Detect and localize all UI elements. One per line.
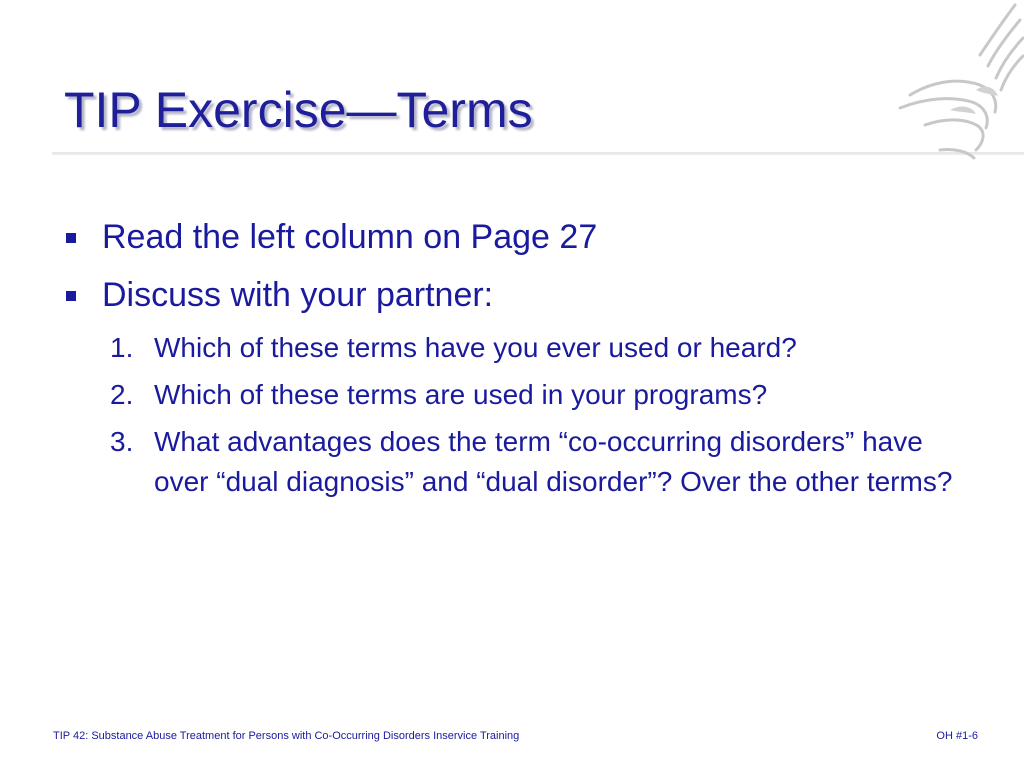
square-bullet-icon <box>66 233 76 243</box>
square-bullet-icon <box>66 291 76 301</box>
item-text: Which of these terms are used in your programs? <box>154 379 768 410</box>
slide-title: TIP Exercise—Terms <box>64 82 533 138</box>
hhs-eagle-logo-icon <box>880 0 1024 160</box>
bullet-item <box>66 270 996 328</box>
item-number: 1. <box>110 332 134 363</box>
bullet-list <box>66 212 996 328</box>
title-divider <box>52 152 1024 155</box>
numbered-list <box>110 328 970 509</box>
item-number: 3. <box>110 426 134 457</box>
footer-slide-number: OH #1-6 <box>936 730 978 742</box>
bullet-item <box>66 212 996 270</box>
item-text: What advantages does the term “co-occurring disorders” have over “dual diagnosis” and “dual disorder”? Over the other terms? <box>154 426 953 497</box>
item-text: Which of these terms have you ever used or heard? <box>154 332 797 363</box>
footer-course-title: TIP 42: Substance Abuse Treatment for Persons with Co-Occurring Disorders Inservice Training <box>53 730 520 742</box>
numbered-item <box>110 375 970 415</box>
bullet-text: Discuss with your partner: <box>102 276 494 314</box>
item-number: 2. <box>110 379 134 410</box>
bullet-text: Read the left column on Page 27 <box>102 218 598 256</box>
numbered-item <box>110 328 970 368</box>
numbered-item <box>110 422 970 502</box>
